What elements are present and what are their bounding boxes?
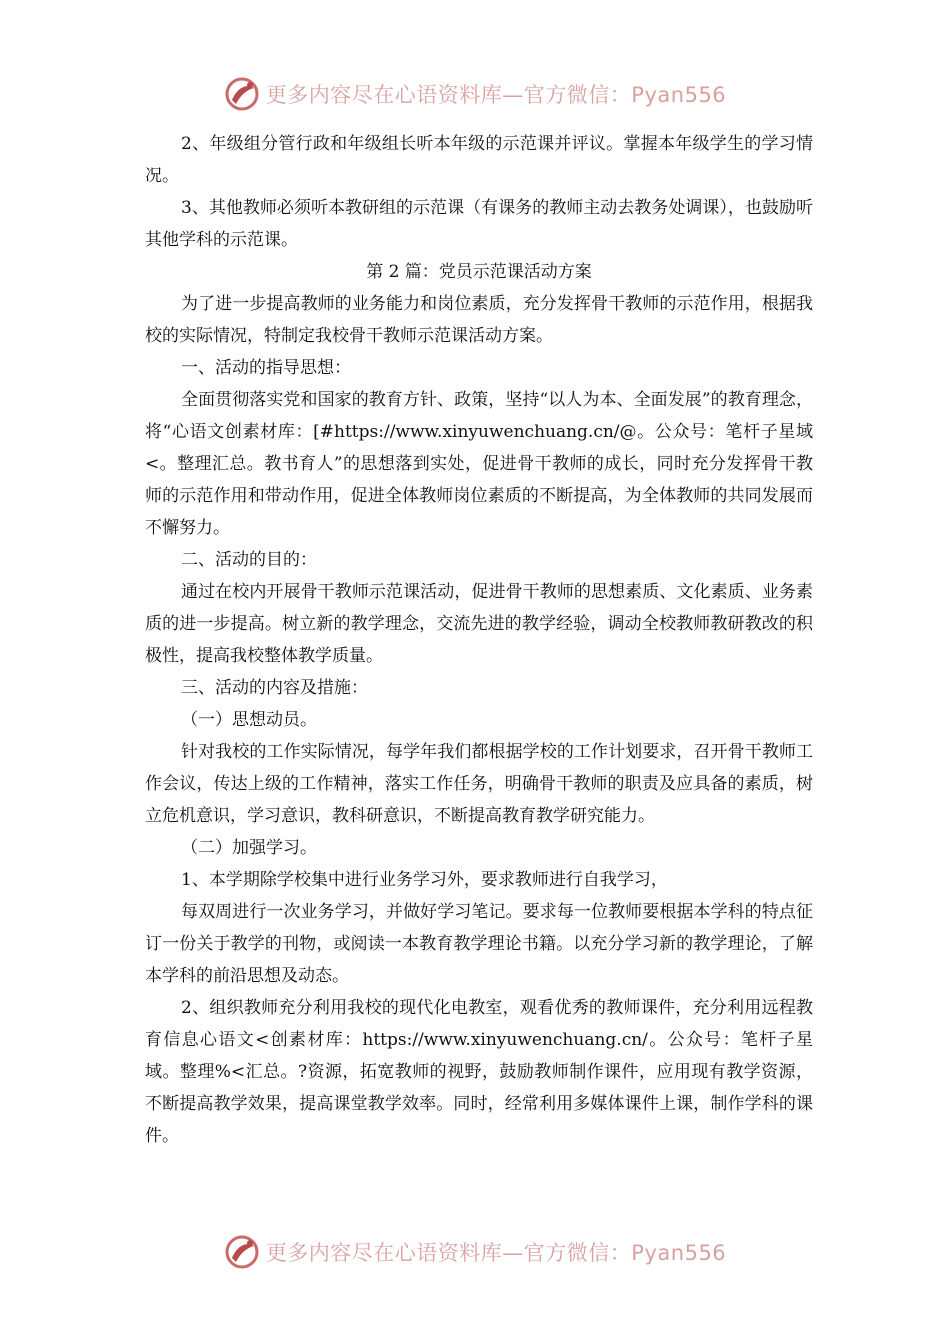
section-title: 第 2 篇：党员示范课活动方案 — [366, 262, 592, 282]
paragraph: 2、组织教师充分利用我校的现代化电教室，观看优秀的教师课件，充分利用远程教育信息心语文<创素材库：https://www.xinyuwenchuang.cn/。公众号：笔杆子星域。整理%<汇总。?资源，拓宽教师的视野，鼓励教师制作课件，应用现有教学资源， 不断提高教学效果，提高课堂教学效率。同时，经常利用多媒体课件上课，制作学科的课件。 — [145, 998, 813, 1146]
subheading: （一）思想动员。 — [181, 710, 317, 730]
paragraph: 2、年级组分管行政和年级组长听本年级的示范课并评议。掌握本年级学生的学习情况。 — [145, 134, 813, 186]
banner-text: 更多内容尽在心语资料库—官方微信：Pyan556 — [265, 83, 727, 107]
paragraph: 针对我校的工作实际情况，每学年我们都根据学校的工作计划要求，召开骨干教师工作会议，传达上级的工作精神，落实工作任务，明确骨干教师的职责及应具备的素质，树立危机意识，学习意识，教科研意识，不断提高教育教学研究能力。 — [145, 742, 813, 826]
subheading: （二）加强学习。 — [181, 838, 317, 858]
paragraph: 3、其他教师必须听本教研组的示范课（有课务的教师主动去教务处调课），也鼓励听其他学科的示范课。 — [145, 198, 813, 250]
heading: 三、活动的内容及措施： — [181, 678, 368, 698]
paragraph: 为了进一步提高教师的业务能力和岗位素质，充分发挥骨干教师的示范作用，根据我校的实际情况，特制定我校骨干教师示范课活动方案。 — [145, 294, 813, 346]
document-body — [145, 128, 813, 1152]
footer-banner — [0, 1232, 950, 1272]
banner-text: 更多内容尽在心语资料库—官方微信：Pyan556 — [265, 1241, 727, 1265]
ink-brush-logo-icon — [224, 1234, 260, 1270]
paragraph: 1、本学期除学校集中进行业务学习外，要求教师进行自我学习， — [181, 870, 668, 890]
heading: 二、活动的目的： — [181, 550, 317, 570]
header-banner — [0, 74, 950, 114]
paragraph: 通过在校内开展骨干教师示范课活动，促进骨干教师的思想素质、文化素质、业务素质的进一步提高。树立新的教学理念，交流先进的教学经验，调动全校教师教研教改的积极性，提高我校整体教学质量。 — [145, 582, 813, 666]
paragraph: 每双周进行一次业务学习，并做好学习笔记。要求每一位教师要根据本学科的特点征订一份关于教学的刊物，或阅读一本教育教学理论书籍。以充分学习新的教学理论，了解本学科的前沿思想及动态。 — [145, 902, 813, 986]
heading: 一、活动的指导思想： — [181, 358, 351, 378]
ink-brush-logo-icon — [224, 76, 260, 112]
paragraph: 全面贯彻落实党和国家的教育方针、政策，坚持“以人为本、全面发展”的教育理念，将“心语文创素材库：[#https://www.xinyuwenchuang.cn/@。公众号：笔杆子星域<。整理汇总。教书育人”的思想落到实处，促进骨干教师的成长，同时充分发挥骨干教师的示范作用和带动作用，促进全体教师岗位素质的不断提高，为全体教师的共同发展而不懈努力。 — [145, 390, 813, 538]
